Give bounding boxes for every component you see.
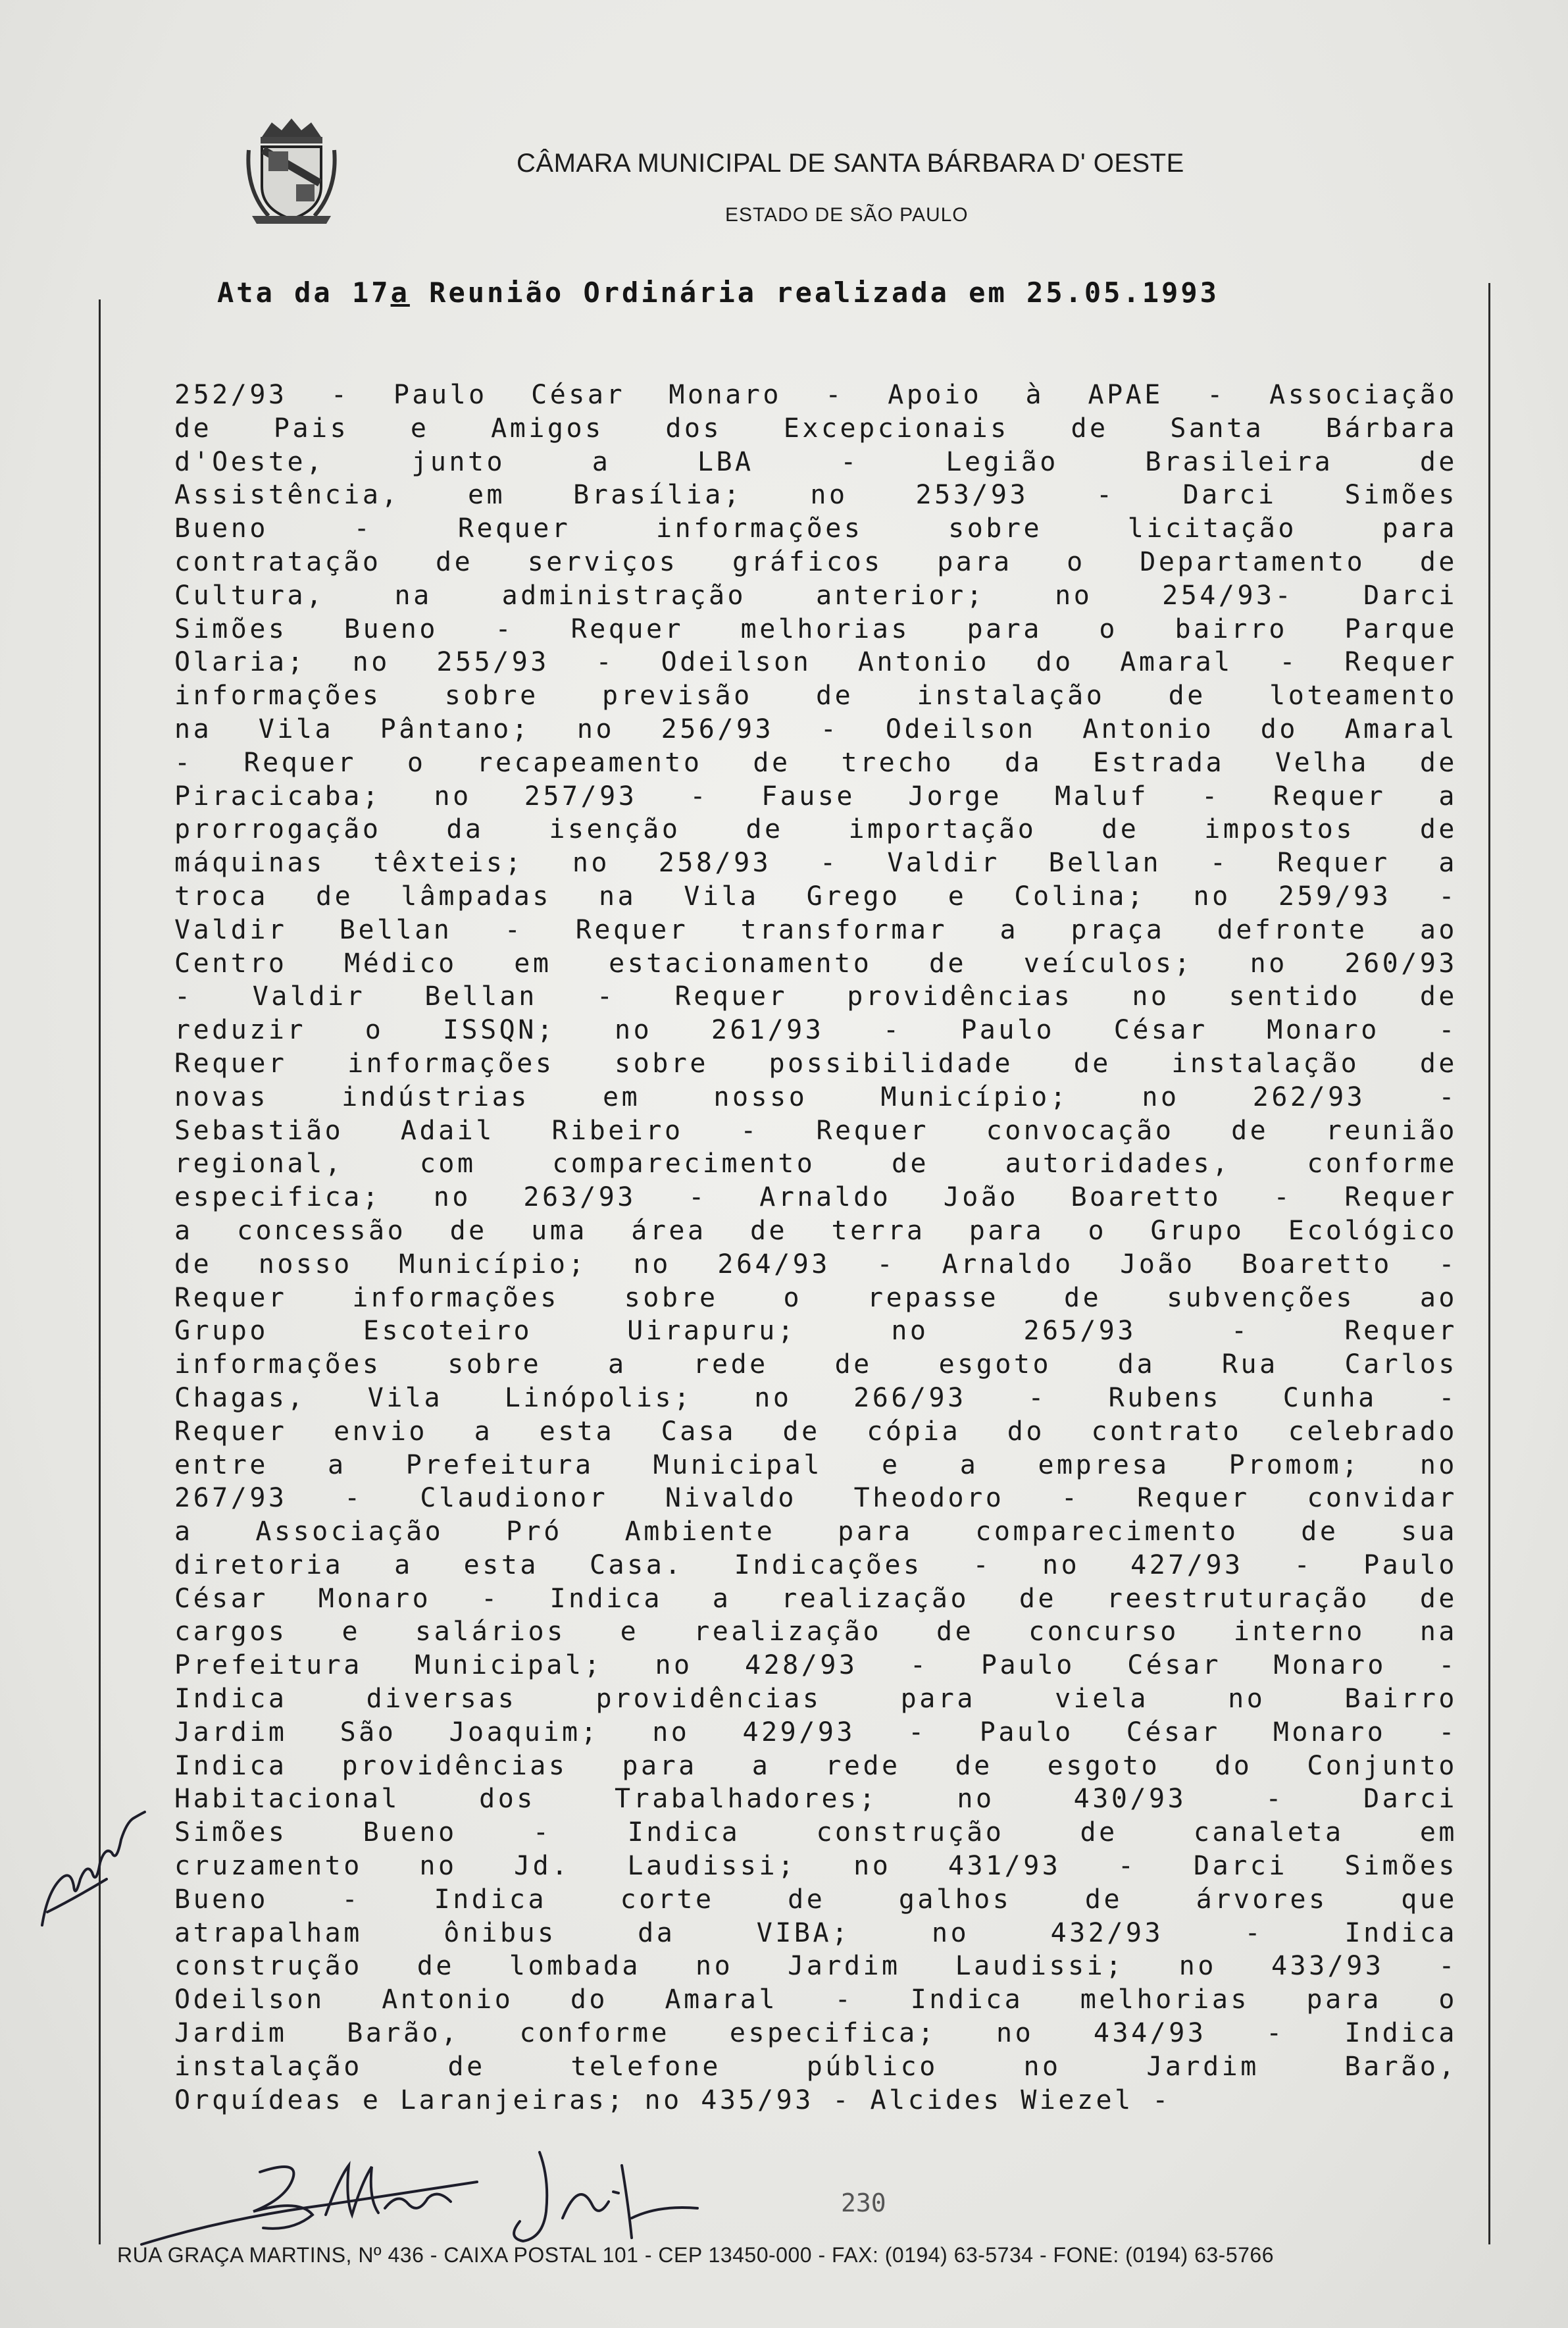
text-line: Jardim Barão, conforme especifica; no 434/93 - Indica: [174, 2018, 1457, 2049]
text-line: entre a Prefeitura Municipal e a empresa Promom; no: [174, 1449, 1457, 1480]
text-line: informações sobre a rede de esgoto da Rua Carlos: [174, 1349, 1457, 1380]
text-line: reduzir o ISSQN; no 261/93 - Paulo César Monaro -: [174, 1015, 1457, 1046]
text-line: Piracicaba; no 257/93 - Fause Jorge Maluf - Requer a: [174, 781, 1457, 812]
text-line: construção de lombada no Jardim Laudissi; no 433/93 -: [174, 1951, 1457, 1982]
text-line: Odeilson Antonio do Amaral - Indica melhorias para o: [174, 1984, 1457, 2015]
text-line: 267/93 - Claudionor Nivaldo Theodoro - Requer convidar: [174, 1483, 1457, 1514]
text-line: Chagas, Vila Linópolis; no 266/93 - Rubens Cunha -: [174, 1382, 1457, 1413]
text-line: cruzamento no Jd. Laudissi; no 431/93 - Darci Simões: [174, 1851, 1457, 1882]
state-name: ESTADO DE SÃO PAULO: [725, 204, 969, 226]
text-line: a concessão de uma área de terra para o Grupo Ecológico: [174, 1215, 1457, 1246]
text-line: César Monaro - Indica a realização de reestruturação de: [174, 1583, 1457, 1614]
text-line: Indica diversas providências para viela no Bairro: [174, 1684, 1457, 1715]
text-line: - Requer o recapeamento de trecho da Estrada Velha de: [174, 747, 1457, 778]
text-line: contratação de serviços gráficos para o Departamento de: [174, 546, 1457, 577]
text-line: regional, com comparecimento de autoridades, conforme: [174, 1149, 1457, 1179]
title-prefix: Ata da 17: [217, 276, 391, 309]
text-line: Centro Médico em estacionamento de veículos; no 260/93: [174, 948, 1457, 979]
text-line: informações sobre previsão de instalação de loteamento: [174, 681, 1457, 711]
text-line: Assistência, em Brasília; no 253/93 - Darci Simões: [174, 480, 1457, 511]
text-line: Orquídeas e Laranjeiras; no 435/93 - Alcides Wiezel -: [174, 2084, 1171, 2115]
text-line: Simões Bueno - Requer melhorias para o bairro Parque: [174, 613, 1457, 644]
text-line: Sebastião Adail Ribeiro - Requer convocação de reunião: [174, 1115, 1457, 1146]
text-line: Cultura, na administração anterior; no 254/93- Darci: [174, 580, 1457, 611]
text-line: Requer envio a esta Casa de cópia do contrato celebrado: [174, 1416, 1457, 1447]
text-line: novas indústrias em nosso Município; no 262/93 -: [174, 1081, 1457, 1112]
text-line: Prefeitura Municipal; no 428/93 - Paulo César Monaro -: [174, 1650, 1457, 1681]
footer-address: RUA GRAÇA MARTINS, Nº 436 - CAIXA POSTAL 101 - CEP 13450-000 - FAX: (0194) 63-5734 - FONE: (0194) 63-5766: [117, 2243, 1274, 2267]
text-line: Indica providências para a rede de esgoto do Conjunto: [174, 1750, 1457, 1781]
frame-right-border: [1488, 283, 1490, 2244]
text-line: cargos e salários e realização de concurso interno na: [174, 1617, 1457, 1647]
margin-signature-icon: [34, 1800, 153, 1932]
text-line: máquinas têxteis; no 258/93 - Valdir Bellan - Requer a: [174, 848, 1457, 879]
page-number: 230: [841, 2188, 886, 2217]
text-line: Bueno - Indica corte de galhos de árvores que: [174, 1884, 1457, 1915]
document-title: [217, 276, 1219, 309]
text-line: prorrogação da isenção de importação de impostos de: [174, 814, 1457, 845]
bellan-signature-icon: [128, 2152, 497, 2258]
text-line: instalação de telefone público no Jardim Barão,: [174, 2051, 1457, 2082]
text-line: Simões Bueno - Indica construção de canaleta em: [174, 1817, 1457, 1848]
text-line: - Valdir Bellan - Requer providências no sentido de: [174, 981, 1457, 1012]
text-line: a Associação Pró Ambiente para comparecimento de sua: [174, 1516, 1457, 1547]
text-line: troca de lâmpadas na Vila Grego e Colina; no 259/93 -: [174, 881, 1457, 912]
text-line: 252/93 - Paulo César Monaro - Apoio à APAE - Associação: [174, 380, 1457, 410]
text-line: especifica; no 263/93 - Arnaldo João Boaretto - Requer: [174, 1182, 1457, 1213]
text-line: na Vila Pântano; no 256/93 - Odeilson Antonio do Amaral: [174, 713, 1457, 744]
text-line: Requer informações sobre o repasse de subvenções ao: [174, 1282, 1457, 1313]
frame-left-border: [99, 299, 101, 2244]
minutes-body-text: [174, 378, 1457, 2117]
text-line: Jardim São Joaquim; no 429/93 - Paulo César Monaro -: [174, 1717, 1457, 1747]
text-line: Grupo Escoteiro Uirapuru; no 265/93 - Requer: [174, 1316, 1457, 1347]
title-ordinal-suffix: a: [390, 276, 410, 309]
text-line: de nosso Município; no 264/93 - Arnaldo João Boaretto -: [174, 1249, 1457, 1280]
text-line: atrapalham ônibus da VIBA; no 432/93 - Indica: [174, 1917, 1457, 1948]
second-signature-icon: [500, 2139, 717, 2251]
municipal-coat-of-arms-icon: [242, 111, 341, 226]
text-line: Requer informações sobre possibilidade de instalação de: [174, 1048, 1457, 1079]
chamber-name: CÂMARA MUNICIPAL DE SANTA BÁRBARA D' OESTE: [517, 149, 1184, 178]
text-line: Habitacional dos Trabalhadores; no 430/93 - Darci: [174, 1784, 1457, 1815]
text-line: diretoria a esta Casa. Indicações - no 427/93 - Paulo: [174, 1549, 1457, 1580]
text-line: Bueno - Requer informações sobre licitação para: [174, 513, 1457, 544]
title-suffix: Reunião Ordinária realizada em 25.05.1993: [409, 276, 1219, 309]
text-line: Valdir Bellan - Requer transformar a praça defronte ao: [174, 914, 1457, 945]
text-line: de Pais e Amigos dos Excepcionais de Santa Bárbara: [174, 413, 1457, 444]
text-line: d'Oeste, junto a LBA - Legião Brasileira de: [174, 446, 1457, 477]
text-line: Olaria; no 255/93 - Odeilson Antonio do Amaral - Requer: [174, 647, 1457, 678]
